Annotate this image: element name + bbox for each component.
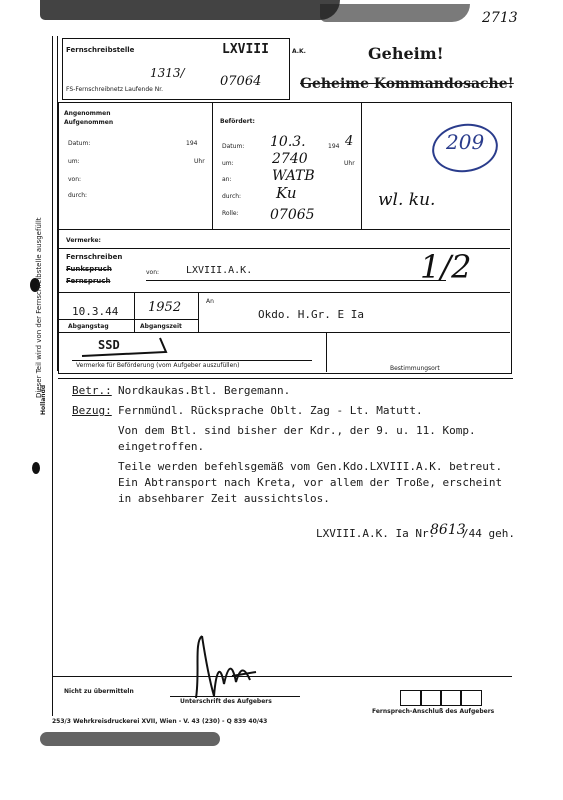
fernsprech-box xyxy=(440,690,462,706)
an-label: An xyxy=(206,298,214,305)
side-text: Dieser Teil wird von der Fernschreibstelle ausgefüllt xyxy=(35,217,43,398)
stelle-suffix: A.K. xyxy=(292,48,306,55)
fwd-um-label: um: xyxy=(222,160,234,167)
received-um-label: um: xyxy=(68,158,80,165)
fernspruch-struck: Fernspruch xyxy=(66,277,111,285)
fernsprech-box xyxy=(400,690,422,706)
received-year: 194 xyxy=(186,140,198,147)
betr-value: Nordkaukas.Btl. Bergemann. xyxy=(118,384,291,397)
classification-struck: Geheime Kommandosache! xyxy=(300,76,514,92)
divider xyxy=(134,292,135,332)
body-line: Teile werden befehlsgemäß vom Gen.Kdo.LXVIII.A.K. betreut. xyxy=(118,460,503,473)
fwd-year: 194 xyxy=(328,143,340,150)
divider xyxy=(58,229,510,230)
punch-hole xyxy=(32,462,40,474)
body-line: Von dem Btl. sind bisher der Kdr., der 9. u. 11. Komp. xyxy=(118,424,476,437)
stelle-label: Fernschreibstelle xyxy=(66,46,135,54)
funkspruch-struck: Funkspruch xyxy=(66,265,112,273)
divider xyxy=(170,696,300,697)
abgangszeit-label: Abgangszeit xyxy=(140,323,182,330)
divider xyxy=(58,292,510,293)
stelle-value: LXVIII xyxy=(222,42,269,57)
fwd-durch-value: Ku xyxy=(276,184,297,202)
print-info: 253/3 Wehrkreisdruckerei XVII, Wien - V. 43 (230) - Q 839 40/43 xyxy=(52,718,268,725)
classification: Geheim! xyxy=(368,44,444,63)
initials: wl. ku. xyxy=(378,190,436,210)
footer-line xyxy=(52,676,512,677)
signature-ref-prefix: LXVIII.A.K. Ia Nr. xyxy=(316,527,436,540)
lfd-number-extra: 07064 xyxy=(220,74,262,89)
divider xyxy=(58,332,510,333)
received-uhr-label: Uhr xyxy=(194,158,205,165)
fwd-rolle-value: 07065 xyxy=(270,207,315,223)
divider xyxy=(361,102,362,229)
fernschreiben-label: Fernschreiben xyxy=(66,253,123,261)
fwd-uhr-label: Uhr xyxy=(344,160,355,167)
margin-line xyxy=(52,36,53,716)
received-von-label: von: xyxy=(68,176,82,183)
printer-mark: Hollandd xyxy=(40,384,47,415)
bezug-label: Bezug: xyxy=(72,404,112,417)
an-value: Okdo. H.Gr. E Ia xyxy=(258,308,364,321)
scan-smudge-top-right xyxy=(320,4,470,22)
priority-arrow xyxy=(80,336,170,360)
vermerke-label: Vermerke: xyxy=(66,237,101,244)
received-datum-label: Datum: xyxy=(68,140,91,147)
fwd-year-suffix: 4 xyxy=(345,134,354,149)
fwd-durch-label: durch: xyxy=(222,193,242,200)
body-line: Ein Abtransport nach Kreta, vor allem der Troße, erscheint xyxy=(118,476,503,489)
lfd-number: 1313/ xyxy=(150,66,185,80)
priority-value: SSD xyxy=(98,338,120,352)
divider xyxy=(326,332,327,372)
angenommen-label: Angenommen xyxy=(64,110,111,117)
fernsprech-box xyxy=(420,690,442,706)
body-line: in absehbarer Zeit aussichtslos. xyxy=(118,492,330,505)
scan-smudge-top xyxy=(40,0,340,20)
signature xyxy=(186,632,266,702)
body-line: eingetroffen. xyxy=(118,440,205,453)
von-label: von: xyxy=(146,269,160,276)
fwd-datum-label: Datum: xyxy=(222,143,245,150)
fwd-an-label: an: xyxy=(222,176,232,183)
fwd-um-value: 2740 xyxy=(272,151,308,167)
fwd-datum-value: 10.3. xyxy=(270,134,306,150)
stamp-number: 209 xyxy=(446,130,485,154)
bezug-value: Fernmündl. Rücksprache Oblt. Zag - Lt. Matutt. xyxy=(118,404,423,417)
page-number: 2713 xyxy=(482,10,518,26)
lfd-label: FS-Fernschreibnetz Laufende Nr. xyxy=(66,86,164,93)
bestimmungsort-label: Bestimmungsort xyxy=(390,365,440,372)
priority-label: Vermerke für Beförderung (vom Aufgeber auszufüllen) xyxy=(76,362,240,369)
abgangstag-value: 10.3.44 xyxy=(72,305,119,318)
signature-ref-suffix: /44 geh. xyxy=(462,527,515,540)
divider xyxy=(72,360,312,361)
aufgenommen-label: Aufgenommen xyxy=(64,119,114,126)
divider xyxy=(212,102,213,229)
nicht-label: Nicht zu übermitteln xyxy=(64,688,134,695)
betr-label: Betr.: xyxy=(72,384,112,397)
von-underline xyxy=(146,280,446,281)
abgangstag-label: Abgangstag xyxy=(68,323,109,330)
body-top-line xyxy=(58,378,513,379)
received-durch-label: durch: xyxy=(68,192,88,199)
fernsprech-box xyxy=(460,690,482,706)
abgangszeit-value: 1952 xyxy=(148,300,182,315)
unterschrift-label: Unterschrift des Aufgebers xyxy=(180,698,272,705)
annotation: 1/2 xyxy=(420,248,472,286)
scan-smudge-bottom xyxy=(40,732,220,746)
divider xyxy=(58,319,198,320)
fernsprech-label: Fernsprech-Anschluß des Aufgebers xyxy=(372,708,495,715)
befordert-label: Befördert: xyxy=(220,118,255,125)
fwd-rolle-label: Rolle: xyxy=(222,210,239,217)
divider xyxy=(198,292,199,332)
signature-ref-number: 8613 xyxy=(430,522,466,538)
von-value: LXVIII.A.K. xyxy=(186,265,253,276)
fwd-an-value: WATB xyxy=(272,168,315,184)
